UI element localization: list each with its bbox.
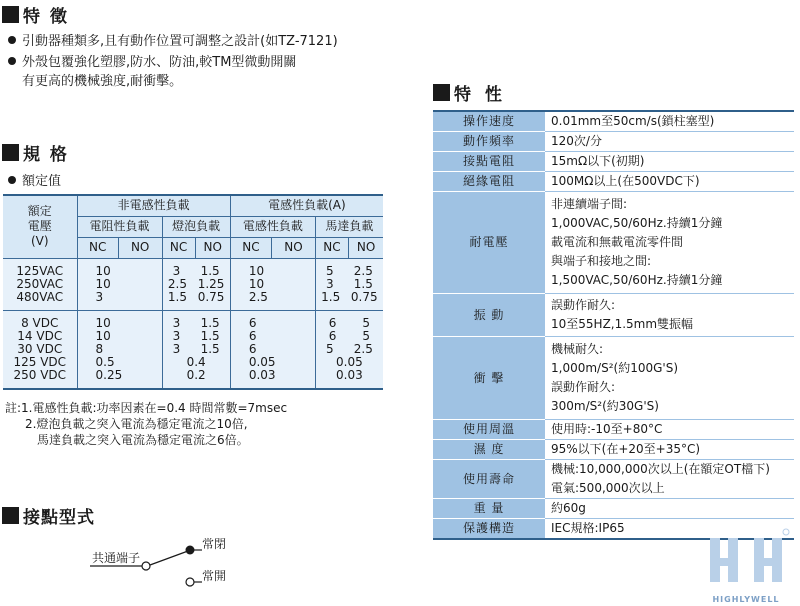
char-value: 機械:10,000,000次以上(在額定OT檔下) 電氣:500,000次以上 bbox=[545, 460, 794, 499]
char-key: 接點電阻 bbox=[433, 152, 545, 172]
square-bullet-icon bbox=[2, 6, 19, 23]
ac-voltage-cell: 125VAC 250VAC 480VAC bbox=[3, 258, 77, 310]
contact-title-text: 接點型式 bbox=[23, 508, 95, 528]
no-header: NO bbox=[272, 237, 316, 258]
no-header: NO bbox=[118, 237, 162, 258]
char-key: 重 量 bbox=[433, 499, 545, 519]
char-value: 誤動作耐久: 10至55HZ,1.5mm雙振幅 bbox=[545, 294, 794, 337]
char-key: 濕 度 bbox=[433, 440, 545, 460]
highlywell-logo-icon bbox=[700, 524, 792, 594]
dc-inductive-cell: 6 6 6 0.05 0.03 bbox=[230, 310, 315, 389]
note-1: 註:1.電感性負載:功率因素在=0.4 時間常數=7msec bbox=[5, 401, 288, 415]
square-bullet-icon bbox=[433, 84, 450, 101]
note-2: 2.燈泡負載之突入電流為穩定電流之10倍, bbox=[25, 417, 248, 431]
nc-terminal-icon bbox=[186, 546, 195, 555]
char-value: 100MΩ以上(在500VDC下) bbox=[545, 172, 794, 192]
ac-resistive-cell: 10 10 3 bbox=[77, 258, 162, 310]
char-key: 動作頻率 bbox=[433, 132, 545, 152]
switch-blade-line bbox=[150, 551, 188, 565]
dc-motor-cell: 6 5 6 5 5 2.5 0.05 0.03 bbox=[315, 310, 383, 389]
char-row bbox=[433, 172, 794, 192]
common-terminal-icon bbox=[142, 562, 150, 570]
char-row bbox=[433, 420, 794, 440]
features-title-text: 特 徵 bbox=[23, 7, 69, 27]
char-row bbox=[433, 337, 794, 420]
bullet-dot-icon bbox=[8, 57, 16, 65]
char-key: 使用壽命 bbox=[433, 460, 545, 499]
logo-text: HIGHLYWELL bbox=[712, 595, 780, 604]
char-value: 機械耐久: 1,000m/S²(約100G'S) 誤動作耐久: 300m/S²(約30G'S) bbox=[545, 337, 794, 420]
char-value: 95%以下(在+20至+35°C) bbox=[545, 440, 794, 460]
ac-lamp-cell: 3 1.5 2.5 1.25 1.5 0.75 bbox=[162, 258, 230, 310]
char-row bbox=[433, 152, 794, 172]
char-value: 非連續端子間: 1,000VAC,50/60Hz.持續1分鐘 載電流和無載電流零件間 與端子和接地之間: 1,500VAC,50/60Hz.持續1分鐘 bbox=[545, 192, 794, 294]
char-value: 0.01mm至50cm/s(鎖柱塞型) bbox=[545, 111, 794, 132]
ac-inductive-cell: 10 10 2.5 bbox=[230, 258, 315, 310]
nc-header: NC bbox=[77, 237, 118, 258]
char-row bbox=[433, 294, 794, 337]
features-title bbox=[2, 2, 69, 27]
nc-header: NC bbox=[162, 237, 195, 258]
no-terminal-icon bbox=[186, 578, 194, 586]
contact-diagram bbox=[90, 534, 270, 594]
contact-title bbox=[2, 503, 95, 528]
characteristics-title bbox=[433, 80, 506, 105]
dc-voltage-cell: 8 VDC 14 VDC 30 VDC 125 VDC 250 VDC bbox=[3, 310, 77, 389]
nc-label: 常閉 bbox=[202, 537, 227, 551]
char-key: 操作速度 bbox=[433, 111, 545, 132]
dc-resistive-cell: 10 10 8 0.5 0.25 bbox=[77, 310, 162, 389]
bullet-dot-icon bbox=[8, 36, 16, 44]
dc-lamp-cell: 3 1.5 3 1.5 3 1.5 0.4 0.2 bbox=[162, 310, 230, 389]
char-value: 使用時:-10至+80°C bbox=[545, 420, 794, 440]
char-row bbox=[433, 499, 794, 519]
lamp-load-header: 燈泡負載 bbox=[162, 216, 230, 237]
characteristics-title-text: 特 性 bbox=[454, 85, 506, 105]
char-value: 120次/分 bbox=[545, 132, 794, 152]
char-key: 衝 擊 bbox=[433, 337, 545, 420]
non-inductive-header: 非電感性負載 bbox=[77, 195, 230, 216]
char-value: 約60g bbox=[545, 499, 794, 519]
note-2-cont: 馬達負載之突入電流為穩定電流之6倍。 bbox=[37, 433, 249, 447]
char-value: IEC規格:IP65 bbox=[545, 519, 794, 540]
char-key: 保護構造 bbox=[433, 519, 545, 540]
char-key: 振 動 bbox=[433, 294, 545, 337]
bullet-dot-icon bbox=[8, 176, 16, 184]
no-header: NO bbox=[195, 237, 230, 258]
specs-title-text: 規 格 bbox=[23, 145, 69, 165]
inductive-header: 電感性負載(A) bbox=[230, 195, 383, 216]
feature-item-2: 外殼包覆強化塑膠,防水、防油,較TM型微動開關 bbox=[8, 53, 296, 72]
char-key: 絕緣電阻 bbox=[433, 172, 545, 192]
square-bullet-icon bbox=[2, 144, 19, 161]
char-row bbox=[433, 132, 794, 152]
resistive-load-header: 電阻性負載 bbox=[77, 216, 162, 237]
square-bullet-icon bbox=[2, 507, 19, 524]
feature-item-1: 引動器種類多,且有動作位置可調整之設計(如TZ-7121) bbox=[8, 32, 338, 51]
spec-notes bbox=[5, 400, 287, 448]
nc-header: NC bbox=[315, 237, 348, 258]
rated-voltage-header: 額定 電壓 (V) bbox=[3, 195, 77, 258]
char-row bbox=[433, 111, 794, 132]
ac-motor-cell: 5 2.5 3 1.5 1.5 0.75 bbox=[315, 258, 383, 310]
no-header: NO bbox=[349, 237, 383, 258]
ratings-table bbox=[3, 194, 383, 390]
specs-title bbox=[2, 140, 69, 165]
feature-item-2-cont: 有更高的機械強度,耐衝擊。 bbox=[22, 74, 183, 89]
char-row bbox=[433, 192, 794, 294]
char-value: 15mΩ以下(初期) bbox=[545, 152, 794, 172]
nc-header: NC bbox=[230, 237, 271, 258]
char-key: 使用周溫 bbox=[433, 420, 545, 440]
characteristics-table bbox=[433, 110, 794, 540]
char-row bbox=[433, 460, 794, 499]
char-row bbox=[433, 440, 794, 460]
highlywell-logo bbox=[700, 524, 792, 604]
char-key: 耐電壓 bbox=[433, 192, 545, 294]
inductive-load-header: 電感性負載 bbox=[230, 216, 315, 237]
rated-label: 額定值 bbox=[8, 172, 61, 191]
common-terminal-label: 共通端子 bbox=[92, 551, 141, 565]
no-label: 常開 bbox=[202, 569, 227, 583]
motor-load-header: 馬達負載 bbox=[315, 216, 383, 237]
